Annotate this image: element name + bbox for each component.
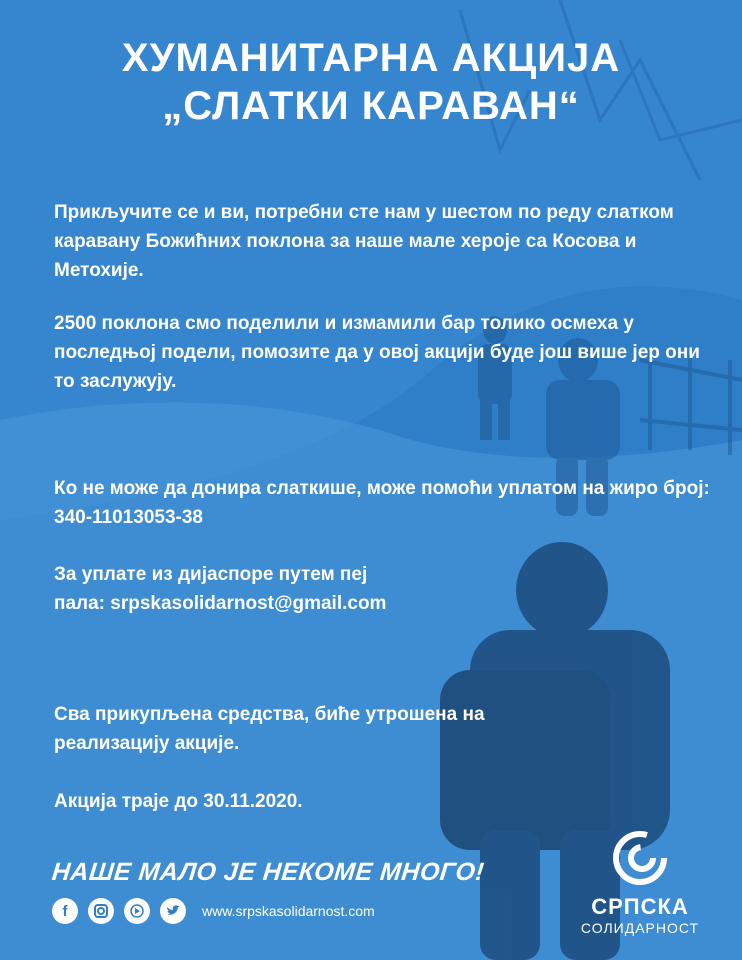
intro-paragraph: Прикључите се и ви, потребни сте нам у шестом по реду слатком каравану Божићних поклона за наше мале хероје са Косова и Метохије. bbox=[54, 202, 674, 281]
slogan: НАШЕ МАЛО ЈЕ НЕКОМЕ МНОГО! bbox=[50, 858, 486, 886]
title-line-1: ХУМАНИТАРНА АКЦИЈА bbox=[121, 36, 621, 80]
logo-subtitle: СОЛИДАРНОСТ bbox=[580, 920, 700, 936]
funds-paragraph: Сва прикупљена средства, биће утрошена на реализацију акције. bbox=[54, 704, 485, 754]
logo-icon bbox=[612, 830, 668, 886]
twitter-icon[interactable] bbox=[160, 898, 186, 924]
diaspora-paragraph: За уплате из дијаспоре путем пеј пала: srpskasolidarnost@gmail.com bbox=[54, 564, 387, 614]
website-link[interactable]: www.srpskasolidarnost.com bbox=[202, 903, 375, 919]
logo-name: СРПСКА bbox=[591, 894, 689, 919]
social-links bbox=[52, 898, 375, 924]
stats-paragraph: 2500 поклона смо поделили и измамили бар толико осмеха у последњој подели, помозите да у овој акцији буде још више јер они то заслужују. bbox=[54, 313, 700, 392]
instagram-icon[interactable] bbox=[88, 898, 114, 924]
title-line-2: „СЛАТКИ КАРАВАН“ bbox=[162, 84, 580, 128]
facebook-icon[interactable]: f bbox=[52, 898, 78, 924]
deadline-text: Акција траје до 30.11.2020. bbox=[54, 791, 303, 812]
youtube-icon[interactable] bbox=[124, 898, 150, 924]
poster-title bbox=[0, 34, 742, 130]
logo bbox=[580, 830, 700, 937]
donation-paragraph: Ко не може да донира слаткише, може помоћи уплатом на жиро број: 340-11013053-38 bbox=[54, 478, 710, 528]
